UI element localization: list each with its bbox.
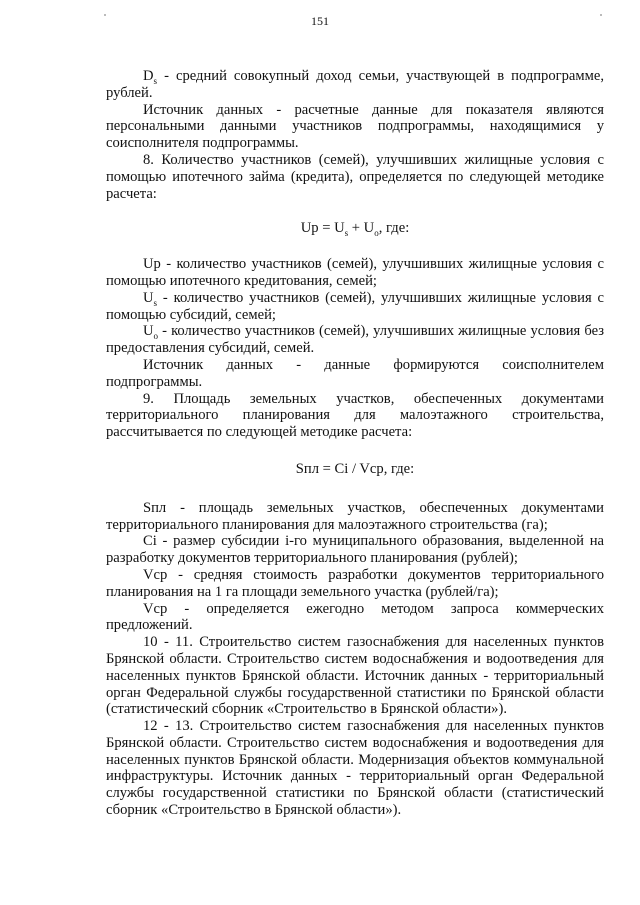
paragraph-data-source: Источник данных - расчетные данные для показателя являются персональными данными участников подпрограммы, находящимися у соисполнителя подпрограммы. — [106, 101, 604, 152]
paragraph-ds-definition: $D_s$ - средний совокупный доход семьи, участвующей в подпрограмме, рублей. — [106, 68, 604, 101]
paragraph-vcp-definition: Vcp - средняя стоимость разработки документов территориального планирования на 1 га площади земельного участка (рублей/га); — [106, 566, 604, 600]
paragraph-data-source-2: Источник данных - данные формируются соисполнителем подпрограммы. — [106, 356, 604, 390]
formula-up: $Up = U_s + U_o$, где: — [300, 220, 410, 239]
paragraph-us-definition: $U_s$ - количество участников (семей), улучшивших жилищные условия с помощью субсидий, семей; — [106, 289, 604, 323]
paragraph-item-12-13: 12 - 13. Строительство систем газоснабжения для населенных пунктов Брянской области. Строительство систем водоснабжения и водоотведения для населенных пунктов Брянской области. Модернизация объектов коммунальной инфраструктуры. Источник данных - территориальный орган Федеральной службы государственной статистики по Брянской области (статистический сборник «Строительство в Брянской области»). — [106, 718, 604, 819]
paragraph-item-8: 8. Количество участников (семей), улучшивших жилищные условия с помощью ипотечного займа (кредита), определяется по следующей методике расчета: — [106, 151, 604, 202]
paragraph-up-definition: Up - количество участников (семей), улучшивших жилищные условия с помощью ипотечного кредитования, семей; — [106, 256, 604, 289]
paragraph-item-10-11: 10 - 11. Строительство систем газоснабжения для населенных пунктов Брянской области. Строительство систем водоснабжения и водоотведения для населенных пунктов Брянской области. Источник данных - территориальный орган Федеральной службы государственной статистики по Брянской области (статистический сборник «Строительство в Брянской области»). — [106, 634, 604, 718]
formula-spl: Sпл = Ci / Vcp, где: — [295, 460, 415, 477]
paragraph-vcp-method: Vcp - определяется ежегодно методом запроса коммерческих предложений. — [106, 600, 604, 634]
document-body — [106, 68, 604, 819]
paragraph-ci-definition: Ci - размер субсидии i-го муниципального образования, выделенной на разработку документов территориального планирования (рублей); — [106, 533, 604, 567]
paragraph-item-9: 9. Площадь земельных участков, обеспеченных документами территориального планирования для малоэтажного строительства, рассчитывается по следующей методике расчета: — [106, 390, 604, 441]
paragraph-spl-definition: Sпл - площадь земельных участков, обеспеченных документами территориального планирования для малоэтажного строительства (га); — [106, 499, 604, 533]
page-number: 151 — [311, 14, 329, 28]
paragraph-uo-definition: $U_o$ - количество участников (семей), улучшивших жилищные условия без предоставления субсидий, семей. — [106, 323, 604, 357]
